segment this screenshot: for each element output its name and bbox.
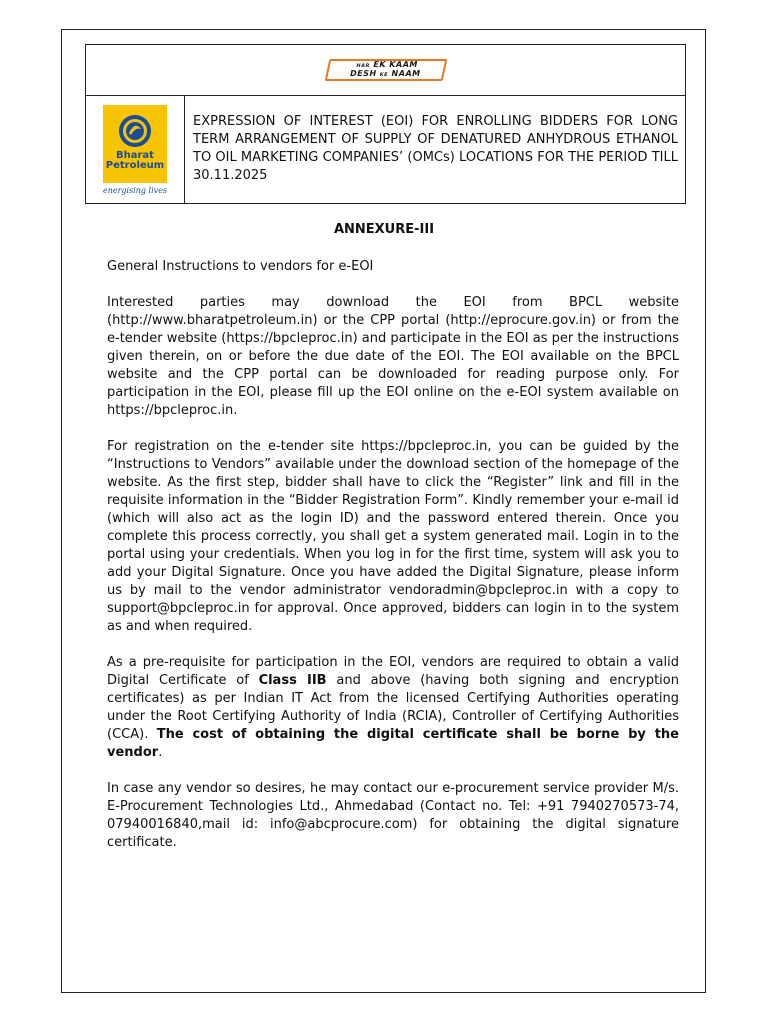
logo-slogan: energising lives [102, 185, 168, 195]
bharat-petroleum-logo [97, 105, 173, 195]
document-body [107, 258, 679, 870]
document-header [85, 44, 686, 204]
paragraph-registration: For registration on the e-tender site https://bpcleproc.in, you can be guided by the “Instructions to Vendors” available under the download section of the homepage of the website. As the first step, bidder shall have to click the “Register” link and fill in the requisite information in the “Bidder Registration Form”. Kindly remember your e-mail id (which will also act as the login ID) and the password entered therein. Once you complete this process correctly, you shall get a system generated mail. Login in to the portal using your credentials. When you log in for the first time, system will ask you to add your Digital Signature. Once you have added the Digital Signature, please inform us by mail to the vendor administrator vendoradmin@bpcleproc.in with a copy to support@bpcleproc.in for approval. Once approved, bidders can login in to the system as and when required. [107, 439, 679, 634]
logo-name: Bharat Petroleum [105, 149, 165, 171]
annexure-title: ANNEXURE-III [333, 222, 435, 237]
tagline-desh: DESH [348, 69, 378, 78]
header-tagline-row [86, 45, 685, 96]
har-ek-kaam-logo [324, 59, 447, 81]
tagline-ke: KE [378, 72, 388, 78]
document-title: EXPRESSION OF INTEREST (EOI) FOR ENROLLING BIDDERS FOR LONG TERM ARRANGEMENT OF SUPPLY OF DENATURED ANHYDROUS ETHANOL TO OIL MARKETING COMPANIES’ (OMCs) LOCATIONS FOR THE PERIOD TILL 30.11.2025 [193, 114, 678, 183]
tagline-naam: NAAM [390, 69, 421, 78]
paragraph-contact: In case any vendor so desires, he may contact our e-procurement service provider M/s. E-Procurement Technologies Ltd., Ahmedabad (Contact no. Tel: +91 7940270573-74, 07940016840,mail id: info@abcprocure.com) for obtaining the digital signature certificate. [107, 781, 679, 850]
subheading: General Instructions to vendors for e-EOI [107, 259, 374, 274]
logo-cell [86, 96, 185, 203]
bpcl-emblem-icon [117, 113, 153, 149]
paragraph-download: Interested parties may download the EOI from BPCL website (http://www.bharatpetroleum.in) or the CPP portal (http://eprocure.gov.in) or from the e-tender website (https://bpcleproc.in) and participate in the EOI as per the instructions given therein, on or before the due date of the EOI. The EOI available on the BPCL website and the CPP portal can be downloaded for reading purpose only. For participation in the EOI, please fill up the EOI online on the e-EOI system available on https://bpcleproc.in. [107, 295, 679, 418]
tagline-ek-kaam: EK KAAM [371, 60, 419, 69]
tagline-har: HAR [355, 63, 370, 69]
paragraph-digital-certificate: As a pre-requisite for participation in the EOI, vendors are required to obtain a valid Digital Certificate of Class IIB and above (having both signing and encryption certificates) as per Indian IT Act from the licensed Certifying Authorities operating under the Root Certifying Authority of India (RCIA), Controller of Certifying Authorities (CCA). The cost of obtaining the digital certificate shall be borne by the vendor. [107, 655, 679, 760]
